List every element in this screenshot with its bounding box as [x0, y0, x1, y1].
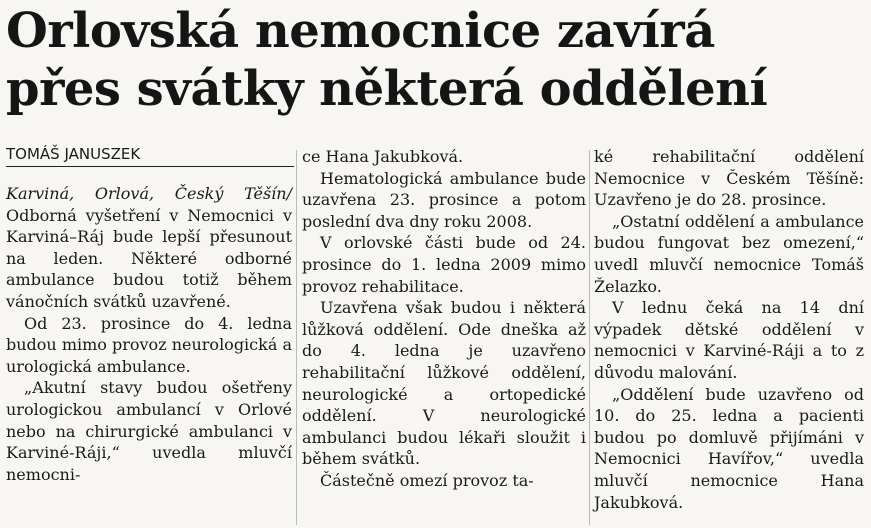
paragraph: „Oddělení bude uzavřeno od 10. do 25. ledna a pacienti budou po domluvě přijímáni v Nemocnici Havířov,“ uvedla mluvčí nemocnice Hana Jakubková. — [594, 384, 864, 512]
paragraph — [6, 183, 292, 313]
article-column-3 — [594, 146, 864, 513]
paragraph: Od 23. prosince do 4. ledna budou mimo provoz neurologická a urologická ambulance. — [6, 313, 292, 376]
paragraph: „Akutní stavy budou ošetřeny urologickou ambulancí v Orlové nebo na chirurgické ambulanci v Karviné-Ráji,“ uvedla mluvčí nemocni- — [6, 378, 292, 484]
article-column-2 — [302, 146, 586, 492]
paragraph: V lednu čeká na 14 dní výpadek dětské oddělení v nemocnici v Karviné-Ráji a to z důvodu malování. — [594, 298, 864, 382]
column-divider — [589, 150, 590, 525]
paragraph: Uzavřena však budou i některá lůžková oddělení. Ode dneška až do 4. ledna je uzavřeno rehabilitační lůžkové oddělení, neurologické a ortopedické oddělení. V neurologické ambulanci budou lékaři sloužit i během svátků. — [302, 298, 586, 469]
paragraph: V orlovské části bude od 24. prosince do 1. ledna 2009 mimo provoz rehabilitace. — [302, 233, 586, 296]
headline-line-1: Orlovská nemocnice zavírá — [6, 3, 715, 59]
paragraph: ké rehabilitační oddělení Nemocnice v Českém Těšíně: Uzavřeno je do 28. prosince. — [594, 147, 864, 210]
paragraph: „Ostatní oddělení a ambulance budou fungovat bez omezení,“ uvedl mluvčí nemocnice Tomáš Želazko. — [594, 211, 864, 296]
paragraph-text: Odborná vyšetření v Nemocnici v Karviná–Ráj bude lepší přesunout na leden. Některé odborné ambulance budou totiž během vánočních svátků uzavřené. — [6, 205, 292, 311]
column-divider — [296, 150, 297, 525]
dateline: Karviná, Orlová, Český Těšín/ — [6, 184, 292, 203]
article-headline — [6, 2, 866, 118]
paragraph: ce Hana Jakubková. — [302, 147, 464, 166]
headline-line-2: přes svátky některá oddělení — [6, 61, 768, 117]
paragraph: Částečně omezí provoz ta- — [320, 470, 534, 490]
paragraph: Hematologická ambulance bude uzavřena 23. prosince a potom poslední dva dny roku 2008. — [302, 168, 586, 231]
article-column-1 — [6, 183, 292, 485]
author-byline: TOMÁŠ JANUSZEK — [6, 144, 294, 167]
